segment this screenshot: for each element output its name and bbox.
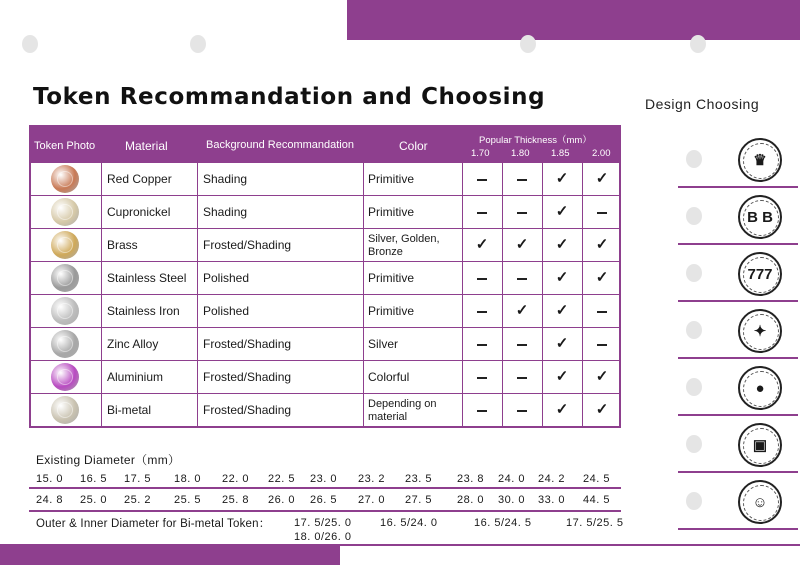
header-material: Material (125, 139, 168, 153)
diameter-value: 16. 5 (80, 473, 107, 485)
dash-mark-icon (517, 377, 527, 379)
watermark-icon (22, 35, 38, 53)
diameter-value: 25. 5 (174, 494, 201, 506)
watermark-icon (686, 207, 702, 225)
design-item[interactable] (678, 189, 798, 247)
color-cell: Silver, Golden, (368, 233, 440, 245)
background-cell: Frosted/Shading (203, 403, 292, 417)
check-mark-icon: ✓ (555, 203, 569, 220)
material-cell: Brass (107, 238, 138, 252)
check-mark-icon: ✓ (515, 302, 529, 319)
dash-mark-icon (517, 212, 527, 214)
dash-mark-icon (517, 410, 527, 412)
check-mark-icon: ✓ (595, 401, 609, 418)
watermark-icon (686, 321, 702, 339)
diameter-value: 30. 0 (498, 494, 525, 506)
design-title: Design Choosing (645, 96, 760, 112)
check-mark-icon: ✓ (475, 236, 489, 253)
check-mark-icon: ✓ (555, 236, 569, 253)
column-divider (363, 127, 364, 426)
crown-seal-icon: ♛ (738, 138, 782, 182)
table-row (31, 360, 619, 393)
coin-rim (57, 270, 73, 286)
diameter-title: Existing Diameter（mm） (36, 453, 181, 467)
diameter-value: 23. 5 (405, 473, 432, 485)
bimetal-value: 17. 5/25. 5 (566, 517, 624, 529)
design-divider (678, 243, 798, 245)
dash-mark-icon (597, 344, 607, 346)
bimetal-value: 17. 5/25. 0 (294, 517, 352, 529)
column-divider (542, 162, 543, 426)
diameter-value: 26. 0 (268, 494, 295, 506)
design-divider (678, 414, 798, 416)
header-background: Background Recommandation (206, 139, 354, 151)
material-cell: Aluminium (107, 370, 164, 384)
color-cell: Depending on (368, 398, 437, 410)
table-row (31, 228, 619, 261)
diameter-value: 27. 0 (358, 494, 385, 506)
check-mark-icon: ✓ (595, 170, 609, 187)
diameter-value: 22. 0 (222, 473, 249, 485)
diameter-value: 44. 5 (583, 494, 610, 506)
bottom-purple-band (0, 546, 340, 565)
check-mark-icon: ✓ (555, 269, 569, 286)
coin-rim (57, 402, 73, 418)
coin-rim (57, 237, 73, 253)
background-cell: Frosted/Shading (203, 337, 292, 351)
table-row (31, 261, 619, 294)
color-cell: Colorful (368, 370, 410, 384)
background-cell: Frosted/Shading (203, 370, 292, 384)
column-divider (197, 127, 198, 426)
watermark-icon (686, 378, 702, 396)
check-mark-icon: ✓ (595, 236, 609, 253)
design-item[interactable] (678, 417, 798, 475)
dash-mark-icon (517, 179, 527, 181)
dash-mark-icon (517, 344, 527, 346)
header-thickness-4: 2.00 (592, 148, 611, 159)
diameter-value: 23. 2 (358, 473, 385, 485)
dash-mark-icon (477, 410, 487, 412)
color-cell: Primitive (368, 271, 415, 285)
design-item[interactable] (678, 246, 798, 304)
diameter-value: 25. 2 (124, 494, 151, 506)
coin-photo (51, 165, 79, 193)
coin-photo (51, 231, 79, 259)
coin-photo (51, 297, 79, 325)
material-cell: Stainless Iron (107, 304, 180, 318)
777-seal-icon: 777 (738, 252, 782, 296)
color-cell: Bronze (368, 246, 403, 258)
diameter-value: 15. 0 (36, 473, 63, 485)
check-mark-icon: ✓ (555, 170, 569, 187)
table-row (31, 294, 619, 327)
dash-mark-icon (477, 377, 487, 379)
bimetal-value: 16. 5/24. 0 (380, 517, 438, 529)
diameter-value: 25. 0 (80, 494, 107, 506)
table-row (31, 195, 619, 228)
watermark-icon (686, 492, 702, 510)
table-row (31, 327, 619, 360)
watermark-icon (690, 35, 706, 53)
diameter-value: 26. 5 (310, 494, 337, 506)
diameter-value: 24. 2 (538, 473, 565, 485)
material-cell: Cupronickel (107, 205, 171, 219)
coin-photo (51, 198, 79, 226)
design-item[interactable] (678, 474, 798, 532)
column-divider (502, 162, 503, 426)
material-cell: Stainless Steel (107, 271, 187, 285)
diameter-value: 24. 5 (583, 473, 610, 485)
header-thickness-1: 1.70 (471, 148, 490, 159)
watermark-icon (686, 150, 702, 168)
header-thickness-3: 1.85 (551, 148, 570, 159)
table-row (31, 162, 619, 195)
dash-mark-icon (477, 311, 487, 313)
color-cell: Silver (368, 337, 399, 351)
color-cell: material (368, 411, 408, 423)
background-cell: Polished (203, 304, 250, 318)
diameter-value: 24. 0 (498, 473, 525, 485)
diameter-value: 17. 5 (124, 473, 151, 485)
dash-mark-icon (597, 212, 607, 214)
check-mark-icon: ✓ (515, 236, 529, 253)
bimetal-value: 16. 5/24. 5 (474, 517, 532, 529)
animal-seal-icon: ✦ (738, 309, 782, 353)
check-mark-icon: ✓ (595, 368, 609, 385)
coin-rim (57, 336, 73, 352)
header-photo: Token Photo (34, 140, 96, 152)
design-divider (678, 471, 798, 473)
dash-mark-icon (477, 179, 487, 181)
dash-mark-icon (477, 344, 487, 346)
mouse-seal-icon: ● (738, 366, 782, 410)
table-header (31, 127, 619, 162)
background-cell: Frosted/Shading (203, 238, 292, 252)
check-mark-icon: ✓ (595, 269, 609, 286)
diameter-value: 33. 0 (538, 494, 565, 506)
token-table (29, 125, 621, 428)
check-mark-icon: ✓ (555, 335, 569, 352)
coin-photo (51, 363, 79, 391)
cartoon-seal-icon: ☺ (738, 480, 782, 524)
coin-rim (57, 369, 73, 385)
design-divider (678, 357, 798, 359)
watermark-icon (686, 435, 702, 453)
check-mark-icon: ✓ (555, 368, 569, 385)
entertainment-seal-icon: ▣ (738, 423, 782, 467)
dash-mark-icon (517, 278, 527, 280)
bimetal-label: Outer & Inner Diameter for Bi-metal Token： (36, 518, 271, 530)
column-divider (582, 162, 583, 426)
coin-rim (57, 303, 73, 319)
header-thickness-2: 1.80 (511, 148, 530, 159)
diameter-value: 27. 5 (405, 494, 432, 506)
top-purple-band (347, 0, 800, 40)
material-cell: Bi-metal (107, 403, 152, 417)
bimetal-value: 18. 0/26. 0 (294, 531, 352, 543)
watermark-icon (520, 35, 536, 53)
design-item[interactable] (678, 360, 798, 418)
diameter-value: 24. 8 (36, 494, 63, 506)
diameter-value: 23. 8 (457, 473, 484, 485)
coin-photo (51, 264, 79, 292)
check-mark-icon: ✓ (555, 401, 569, 418)
header-color: Color (399, 139, 428, 153)
diameter-value: 23. 0 (310, 473, 337, 485)
table-row (31, 393, 619, 426)
watermark-icon (686, 264, 702, 282)
color-cell: Primitive (368, 304, 415, 318)
design-divider (678, 528, 798, 530)
material-cell: Red Copper (107, 172, 172, 186)
design-item[interactable] (678, 132, 798, 190)
color-cell: Primitive (368, 172, 415, 186)
diameter-divider (29, 487, 621, 489)
diameter-divider (29, 510, 621, 512)
dash-mark-icon (477, 212, 487, 214)
diameter-value: 22. 5 (268, 473, 295, 485)
coin-photo (51, 330, 79, 358)
header-thickness: Popular Thickness（mm） (479, 135, 592, 146)
dash-mark-icon (477, 278, 487, 280)
coin-rim (57, 204, 73, 220)
diameter-value: 28. 0 (457, 494, 484, 506)
page-title: Token Recommandation and Choosing (33, 84, 546, 110)
coin-rim (57, 171, 73, 187)
background-cell: Polished (203, 271, 250, 285)
bb-seal-icon: B B (738, 195, 782, 239)
column-divider (462, 127, 463, 426)
coin-photo (51, 396, 79, 424)
material-cell: Zinc Alloy (107, 337, 159, 351)
diameter-value: 18. 0 (174, 473, 201, 485)
design-item[interactable] (678, 303, 798, 361)
diameter-value: 25. 8 (222, 494, 249, 506)
watermark-icon (190, 35, 206, 53)
background-cell: Shading (203, 172, 248, 186)
design-divider (678, 300, 798, 302)
design-divider (678, 186, 798, 188)
column-divider (101, 127, 102, 426)
dash-mark-icon (597, 311, 607, 313)
background-cell: Shading (203, 205, 248, 219)
check-mark-icon: ✓ (555, 302, 569, 319)
color-cell: Primitive (368, 205, 415, 219)
